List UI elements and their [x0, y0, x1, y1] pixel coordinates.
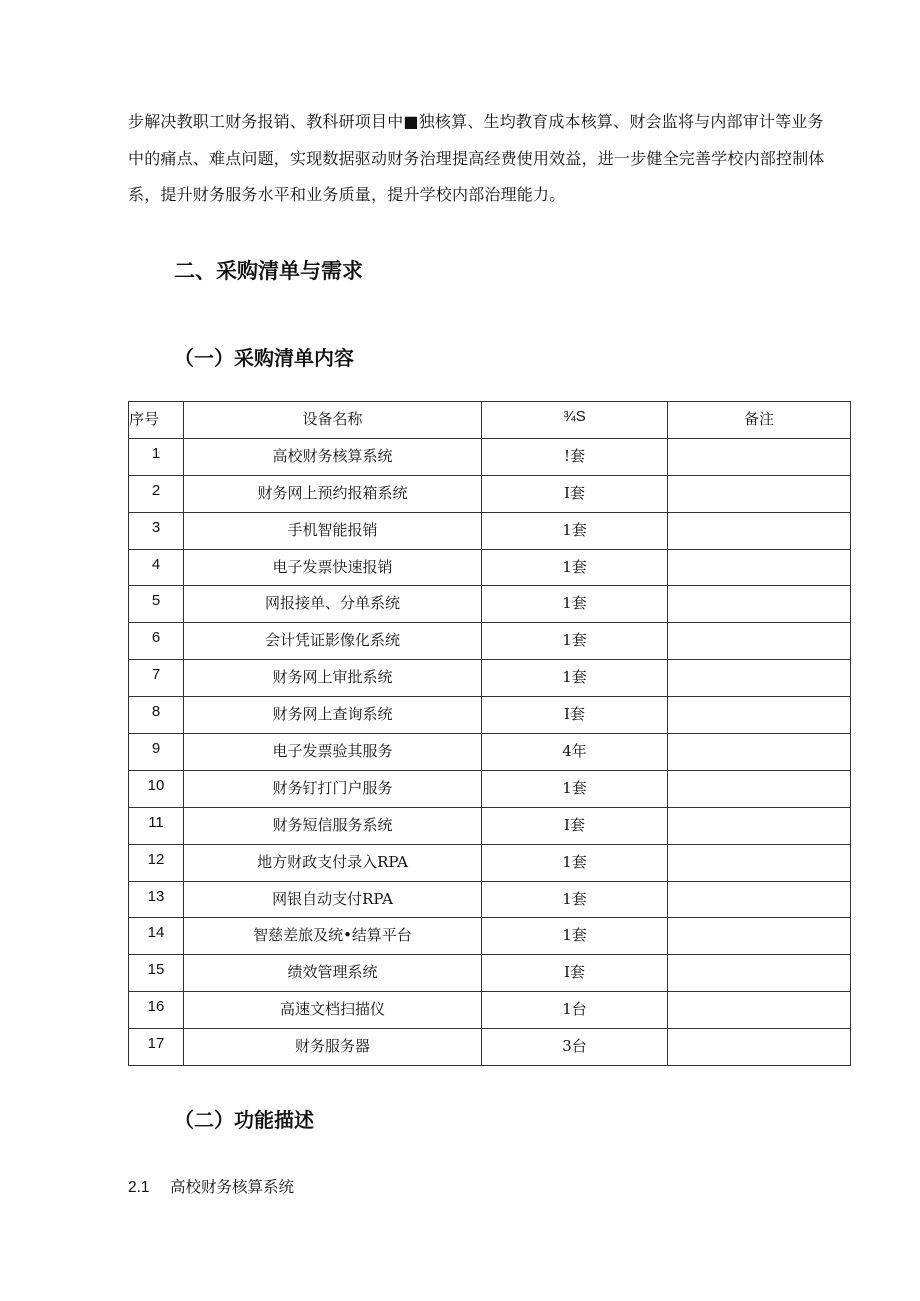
cell-no: 11 [129, 807, 184, 844]
cell-no: 8 [129, 697, 184, 734]
cell-name: 会计凭证影像化系统 [184, 623, 482, 660]
cell-no: 4 [129, 549, 184, 586]
table-row [129, 438, 851, 475]
cell-no: 7 [129, 660, 184, 697]
cell-no: 6 [129, 623, 184, 660]
cell-qty: 1套 [482, 770, 668, 807]
table-row [129, 992, 851, 1029]
section-number: 2.1 [128, 1179, 150, 1196]
header-no: 序号 [129, 402, 184, 439]
cell-qty: I套 [482, 955, 668, 992]
cell-no: 1 [129, 438, 184, 475]
cell-qty: I套 [482, 697, 668, 734]
cell-no: 15 [129, 955, 184, 992]
cell-no: 13 [129, 881, 184, 918]
cell-no: 14 [129, 918, 184, 955]
table-row [129, 549, 851, 586]
intro-line: 系，提升财务服务水平和业务质量，提升学校内部治理能力。 [128, 185, 566, 204]
table-row [129, 881, 851, 918]
subsection-title-function: （二）功能描述 [174, 1108, 314, 1132]
cell-no: 5 [129, 586, 184, 623]
header-note: 备注 [668, 402, 851, 439]
cell-note [668, 660, 851, 697]
cell-note [668, 992, 851, 1029]
table-row [129, 623, 851, 660]
table-row [129, 918, 851, 955]
cell-qty: 1套 [482, 660, 668, 697]
cell-qty: 1套 [482, 623, 668, 660]
table-header-row [129, 402, 851, 439]
table-row [129, 697, 851, 734]
cell-qty: I套 [482, 475, 668, 512]
cell-qty: 3台 [482, 1029, 668, 1066]
cell-name: 电子发票验其服务 [184, 734, 482, 771]
cell-name: 地方财政支付录入RPA [184, 844, 482, 881]
table-row [129, 586, 851, 623]
cell-note [668, 918, 851, 955]
cell-name: 绩效管理系统 [184, 955, 482, 992]
cell-name: 财务网上预约报箱系统 [184, 475, 482, 512]
cell-note [668, 512, 851, 549]
intro-paragraph [128, 104, 858, 214]
cell-no: 3 [129, 512, 184, 549]
header-qty: ¾S [482, 402, 668, 439]
cell-qty: !套 [482, 438, 668, 475]
section-2-1-heading [128, 1175, 294, 1197]
procurement-table [128, 401, 851, 1066]
header-name: 设备名称 [184, 402, 482, 439]
cell-no: 2 [129, 475, 184, 512]
cell-no: 16 [129, 992, 184, 1029]
cell-note [668, 881, 851, 918]
cell-note [668, 734, 851, 771]
cell-no: 12 [129, 844, 184, 881]
cell-note [668, 1029, 851, 1066]
cell-name: 电子发票快速报销 [184, 549, 482, 586]
intro-line: 中的痛点、难点问题，实现数据驱动财务治理提高经费使用效益，进一步健全完善学校内部控制体 [128, 148, 825, 168]
cell-no: 10 [129, 770, 184, 807]
cell-qty: 1套 [482, 586, 668, 623]
cell-name: 智慈差旅及统•结算平台 [184, 918, 482, 955]
cell-note [668, 770, 851, 807]
cell-name: 财务钉打门户服务 [184, 770, 482, 807]
cell-qty: 4年 [482, 734, 668, 771]
cell-note [668, 844, 851, 881]
cell-note [668, 623, 851, 660]
cell-note [668, 549, 851, 586]
cell-name: 网报接单、分单系统 [184, 586, 482, 623]
cell-qty: I套 [482, 807, 668, 844]
table-row [129, 844, 851, 881]
section-title: 二、采购清单与需求 [174, 259, 363, 283]
cell-note [668, 438, 851, 475]
table-row [129, 955, 851, 992]
cell-note [668, 475, 851, 512]
cell-name: 财务网上审批系统 [184, 660, 482, 697]
intro-line: 步解决教职工财务报销、教科研项目中■独核算、生均教育成本核算、财会监将与内部审计等业务 [128, 112, 824, 131]
cell-note [668, 697, 851, 734]
section-heading-text: 高校财务核算系统 [170, 1178, 295, 1196]
table-row [129, 770, 851, 807]
cell-qty: 1套 [482, 918, 668, 955]
table-row [129, 1029, 851, 1066]
cell-name: 财务网上查询系统 [184, 697, 482, 734]
table-row [129, 734, 851, 771]
cell-name: 手机智能报销 [184, 512, 482, 549]
cell-qty: 1套 [482, 549, 668, 586]
cell-no: 9 [129, 734, 184, 771]
cell-qty: 1套 [482, 881, 668, 918]
cell-name: 财务短信服务系统 [184, 807, 482, 844]
subsection-title-procurement-list: （一）采购清单内容 [174, 346, 354, 370]
cell-name: 网银自动支付RPA [184, 881, 482, 918]
cell-note [668, 586, 851, 623]
table-row [129, 807, 851, 844]
cell-note [668, 807, 851, 844]
cell-name: 高速文档扫描仪 [184, 992, 482, 1029]
cell-no: 17 [129, 1029, 184, 1066]
table-row [129, 660, 851, 697]
cell-qty: 1台 [482, 992, 668, 1029]
cell-note [668, 955, 851, 992]
cell-qty: 1套 [482, 844, 668, 881]
table-row [129, 512, 851, 549]
cell-name: 财务服务器 [184, 1029, 482, 1066]
cell-qty: 1套 [482, 512, 668, 549]
cell-name: 高校财务核算系统 [184, 438, 482, 475]
table-row [129, 475, 851, 512]
